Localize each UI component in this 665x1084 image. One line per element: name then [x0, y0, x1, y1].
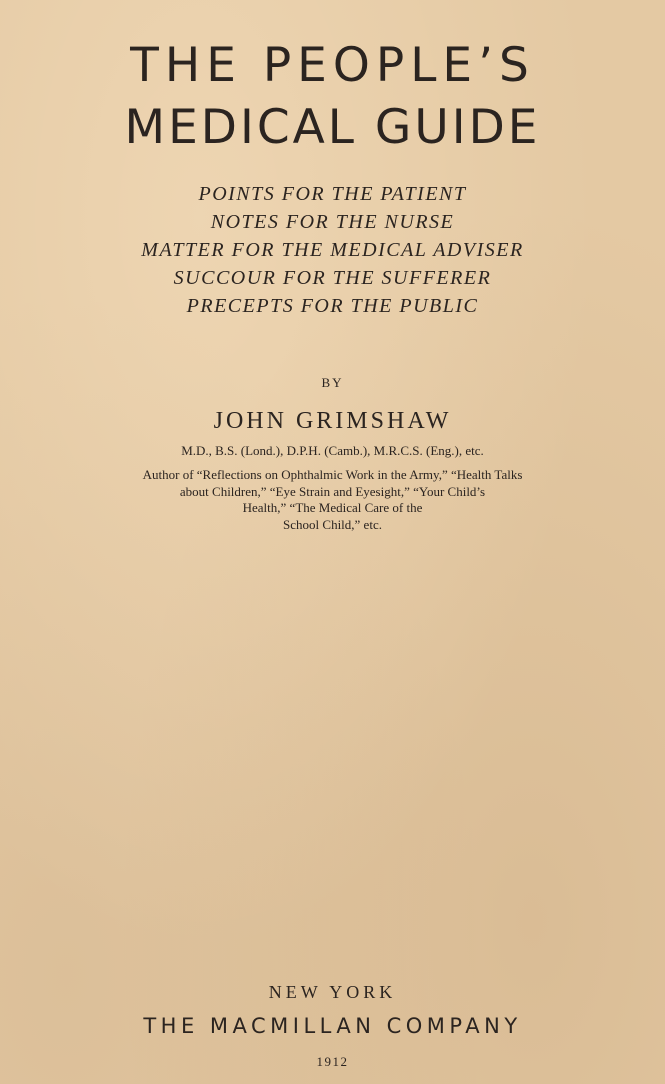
by-label: BY	[321, 375, 344, 390]
subtitle-line: SUCCOUR FOR THE SUFFERER	[173, 267, 492, 289]
author-works	[60, 467, 605, 533]
publication-place: NEW YORK	[268, 982, 397, 1002]
subtitle-line: NOTES FOR THE NURSE	[210, 211, 455, 233]
book-title-line-2: MEDICAL GUIDE	[124, 100, 541, 155]
author-works-line: about Children,” “Eye Strain and Eyesight,” “Your Child’s	[179, 483, 486, 499]
author-credentials: M.D., B.S. (Lond.), D.P.H. (Camb.), M.R.C.S. (Eng.), etc.	[181, 443, 484, 458]
subtitle-line: MATTER FOR THE MEDICAL ADVISER	[141, 239, 524, 261]
publication-year: 1912	[316, 1054, 349, 1069]
author-works-line: School Child,” etc.	[283, 516, 382, 532]
author-works-line: Author of “Reflections on Ophthalmic Work in the Army,” “Health Talks	[142, 467, 523, 482]
author-works-line: Health,” “The Medical Care of the	[242, 500, 423, 515]
publisher-name: THE MACMILLAN COMPANY	[143, 1014, 522, 1038]
subtitle-line: POINTS FOR THE PATIENT	[198, 183, 467, 205]
subtitle-list	[0, 180, 665, 320]
author-name: JOHN GRIMSHAW	[213, 408, 452, 434]
subtitle-line: PRECEPTS FOR THE PUBLIC	[186, 295, 479, 317]
book-title-line-1: THE PEOPLE’S	[130, 38, 535, 93]
